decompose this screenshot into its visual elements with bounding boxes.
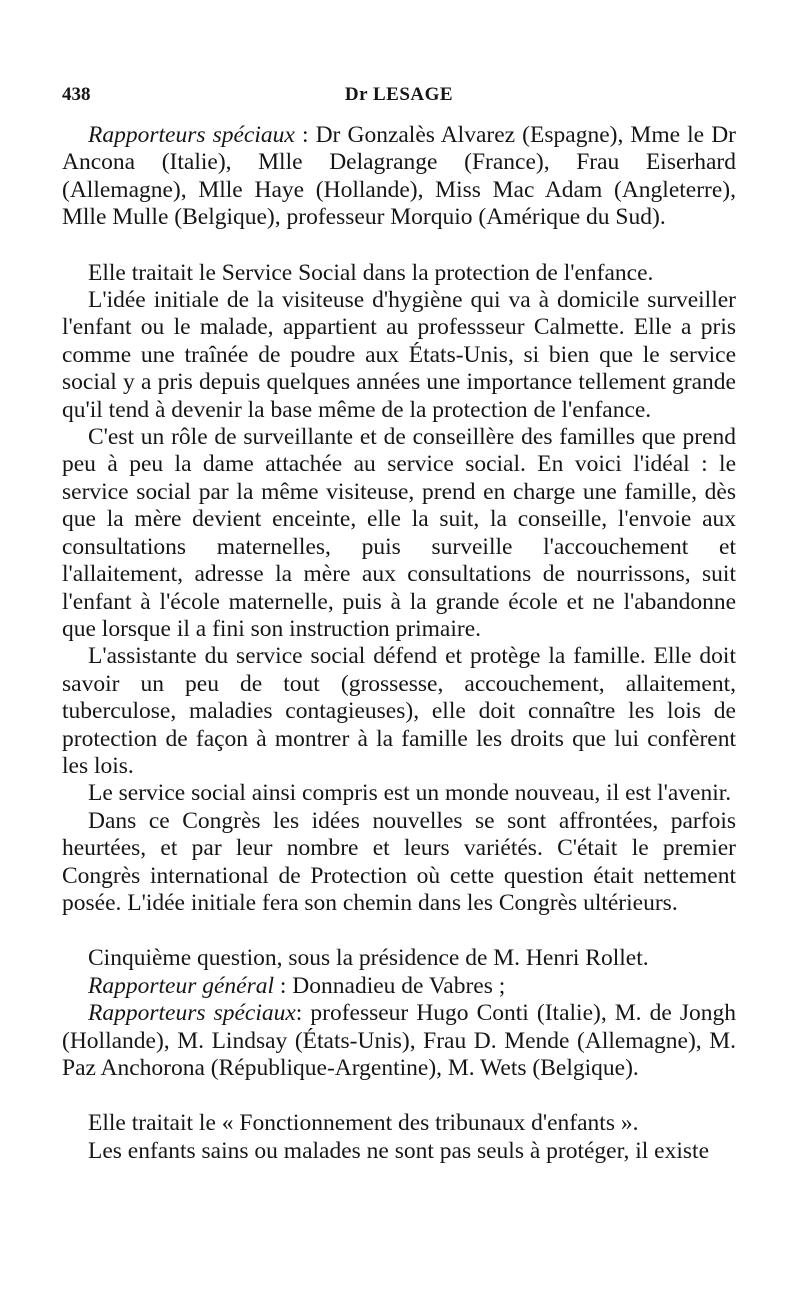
- paragraph: Elle traitait le Service Social dans la protection de l'enfance.: [88, 259, 654, 286]
- rapporteurs-text: : Dr Gonzalès Alvarez (Espagne), Mme le Dr Ancona (Italie), Mlle Delagrange (France), Frau Eiserhard (Allemagne), Mlle Haye (Hollande), Miss Mac Adam (Angleterre), Mlle Mulle (Belgique), professeur Morquio (Amérique du Sud).: [62, 122, 736, 231]
- rapporteur-general-label: Rapporteur général: [88, 972, 275, 999]
- running-head: Dr LESAGE: [344, 84, 454, 105]
- question-heading: Cinquième question, sous la présidence de M. Henri Rollet.: [88, 945, 649, 972]
- rapporteur-general-text: : Donnadieu de Vabres ;: [279, 972, 506, 999]
- paragraph: Le service social ainsi compris est un monde nouveau, il est l'avenir.: [88, 780, 732, 807]
- paragraph: C'est un rôle de surveillante et de conseillère des familles que prend peu à peu la dame attachée au service social. En voici l'idéal : le service social par la même visiteuse, prend en charge une famille, dès que la mère devient enceinte, elle la suit, la conseille, l'envoie aux consultations maternelles, puis surveille l'accouchement et l'allaitement, adresse la mère aux consultations de nourrissons, suit l'enfant à l'école maternelle, puis à la grande école et ne l'abandonne que lorsque il a fini son instruction primaire.: [62, 424, 736, 642]
- rapporteurs-text-2: : professeur Hugo Conti (Italie), M. de Jongh (Hollande), M. Lindsay (États-Unis), Frau D. Mende (Allemagne), M. Paz Anchorona (République-Argentine), M. Wets (Belgique).: [62, 1000, 736, 1081]
- rapporteur-general-line: [62, 973, 736, 1000]
- page-body: [62, 122, 736, 1165]
- paragraph: Les enfants sains ou malades ne sont pas seuls à protéger, il existe: [88, 1137, 709, 1164]
- rapporteurs-speciaux-paragraph-2: [62, 1000, 736, 1082]
- rapporteurs-speciaux-paragraph: [62, 122, 736, 232]
- page-header: [62, 84, 736, 114]
- paragraph: Dans ce Congrès les idées nouvelles se sont affrontées, parfois heurtées, et par leur nombre et leurs variétés. C'était le premier Congrès international de Protection où cette question était nettement posée. L'idée initiale fera son chemin dans les Congrès ultérieurs.: [62, 807, 736, 916]
- rapporteurs-label-2: Rapporteurs spéciaux: [88, 1000, 296, 1027]
- paragraph: Elle traitait le « Fonctionnement des tribunaux d'enfants ».: [88, 1110, 639, 1137]
- paragraph: L'assistante du service social défend et protège la famille. Elle doit savoir un peu de tout (grossesse, accouchement, allaitement, tuberculose, maladies contagieuses), elle doit connaître les lois de protection de façon à montrer à la famille les droits que lui confèrent les lois.: [62, 643, 736, 779]
- page-number: 438: [62, 84, 91, 105]
- paragraph: L'idée initiale de la visiteuse d'hygiène qui va à domicile surveiller l'enfant ou le malade, appartient au professseur Calmette. Elle a pris comme une traînée de poudre aux États-Unis, si bien que le service social y a pris depuis quelques années une importance tellement grande qu'il tend à devenir la base même de la protection de l'enfance.: [62, 287, 736, 423]
- rapporteurs-label: Rapporteurs spéciaux: [88, 122, 295, 148]
